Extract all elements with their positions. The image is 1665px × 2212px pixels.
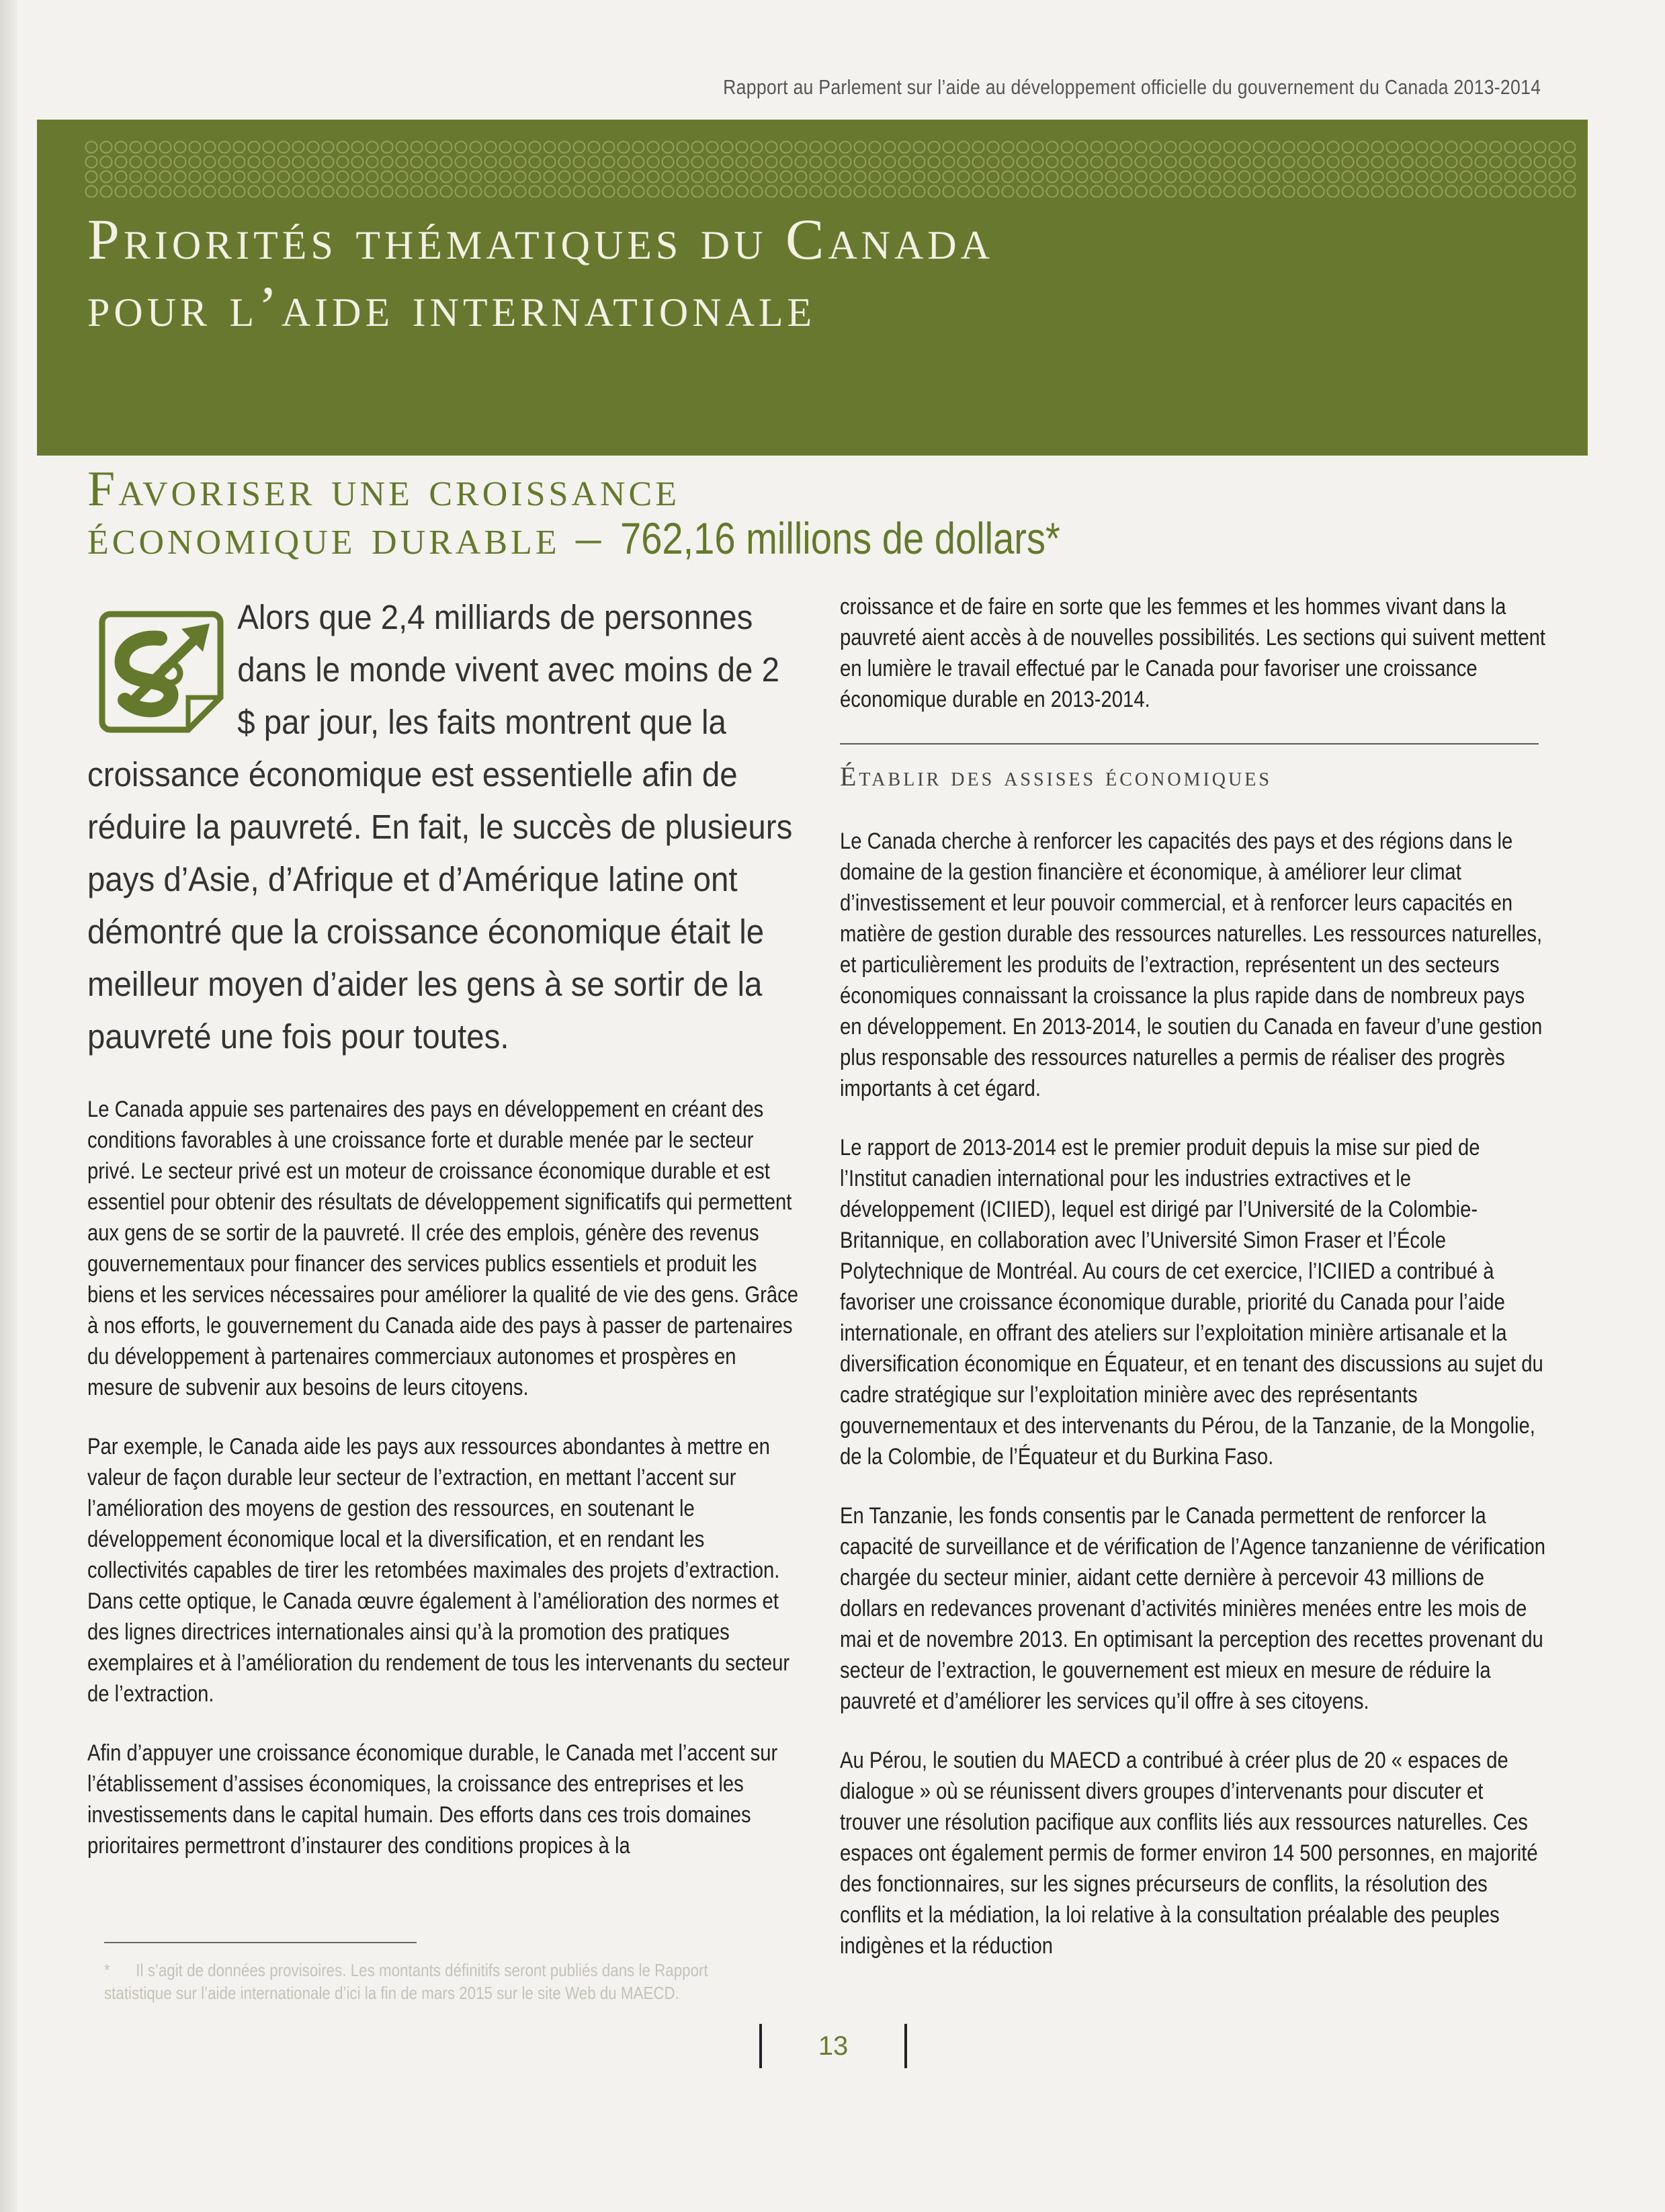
subheading-rule xyxy=(840,743,1539,745)
left-column xyxy=(87,591,800,1889)
page-number-value: 13 xyxy=(818,2031,849,2061)
body-paragraph: croissance et de faire en sorte que les femmes et les hommes vivant dans la pauvreté aient accès à de nouvelles possibilités. Les sections qui suivent mettent en lumière le travail effectué par le Canada pour favoriser une croissance économique durable en 2013-2014. xyxy=(840,594,1546,712)
footnote-marker: * xyxy=(104,1960,110,1980)
running-header: Rapport au Parlement sur l’aide au développement officielle du gouvernement du Canada 2013-2014 xyxy=(722,75,1541,99)
footnote-text: Il s’agit de données provisoires. Les montants définitifs seront publiés dans le Rapport statistique sur l’aide internationale d’ici la fin de mars 2015 sur le site Web du MAECD. xyxy=(104,1960,708,2003)
page-number-bar-right xyxy=(904,2024,907,2068)
body-paragraph: Par exemple, le Canada aide les pays aux ressources abondantes à mettre en valeur de façon durable leur secteur de l’extraction, en mettant l’accent sur l’amélioration des moyens de gestion des ressources, en soutenant le développement économique local et la diversification, et en rendant les collectivités capables de tirer les retombées maximales des projets d’extraction. Dans cette optique, le Canada œuvre également à l’amélioration des normes et des lignes directrices internationales ainsi qu’à la promotion des pratiques exemplaires et à l’amélioration du rendement de tous les intervenants du secteur de l’extraction. xyxy=(87,1434,790,1707)
section-title-line2: économique durable – xyxy=(87,510,620,565)
page-number-bar-left xyxy=(759,2024,762,2068)
section-amount: 762,16 millions de dollars* xyxy=(620,513,1060,563)
chapter-banner xyxy=(37,120,1588,456)
footnote xyxy=(104,1959,763,2004)
subheading: Établir des assises économiques xyxy=(840,761,1272,792)
body-paragraph: En Tanzanie, les fonds consentis par le Canada permettent de renforcer la capacité de surveillance et de vérification de l’Agence tanzanienne de vérification chargée du secteur minier, aidant cette dernière à percevoir 43 millions de dollars en redevances provenant d’activités minières menées entre les mois de mai et de novembre 2013. En optimisant la perception des recettes provenant du secteur de l’extraction, le gouvernement est mieux en mesure de réduire la pauvreté et d’améliorer les services qu’il offre à ses citoyens. xyxy=(840,1503,1546,1714)
body-paragraph: Le Canada appuie ses partenaires des pays en développement en créant des conditions favorables à une croissance forte et durable menée par le secteur privé. Le secteur privé est un moteur de croissance économique durable et est essentiel pour obtenir des résultats de développement significatifs qui permettent aux gens de se sortir de la pauvreté. Il crée des emplois, génère des revenus gouvernementaux pour financer des services publics essentiels et produit les biens et les services nécessaires pour améliorer la qualité de vie des gens. Grâce à nos efforts, le gouvernement du Canada aide des pays à passer de partenaires du développement à partenaires commerciaux autonomes et prospères en mesure de subvenir aux besoins de leurs citoyens. xyxy=(87,1097,799,1400)
chapter-title-line1: Priorités thématiques du Canada xyxy=(87,207,994,271)
section-title-line1: Favoriser une croissance xyxy=(87,462,680,517)
body-paragraph: Le Canada cherche à renforcer les capacités des pays et des régions dans le domaine de la gestion financière et économique, à améliorer leur climat d’investissement et leur pouvoir commercial, et à renforcer leurs capacités en matière de gestion durable des ressources naturelles. Les ressources naturelles, et particulièrement les produits de l’extraction, représentent un des secteurs économiques connaissant la croissance la plus rapide dans de nombreux pays en développement. En 2013-2014, le soutien du Canada en faveur d’une gestion plus responsable des ressources naturelles a permis de réaliser des progrès importants à cet égard. xyxy=(840,828,1543,1101)
right-column xyxy=(840,591,1545,1990)
scan-edge xyxy=(0,0,17,2212)
chapter-title xyxy=(87,206,994,340)
lead-paragraph: Alors que 2,4 milliards de personnes dans le monde vivent avec moins de 2 $ par jour, les faits montrent que la croissance économique est essentielle afin de réduire la pauvreté. En fait, le succès de plusieurs pays d’Asie, d’Afrique et d’Amérique latine ont démontré que la croissance économique était le meilleur moyen d’aider les gens à se sortir de la pauvreté une fois pour toutes. xyxy=(87,598,793,1056)
body-paragraph: Au Pérou, le soutien du MAECD a contribué à créer plus de 20 « espaces de dialogue » où se réunissent divers groupes d’intervenants pour discuter et trouver une résolution pacifique aux conflits liés aux ressources naturelles. Ces espaces ont également permis de former environ 14 500 personnes, en majorité des fonctionnaires, sur les signes précurseurs de conflits, la résolution des conflits et la médiation, la loi relative à la consultation préalable des peuples indigènes et la réduction xyxy=(840,1748,1538,1959)
body-paragraph: Afin d’appuyer une croissance économique durable, le Canada met l’accent sur l’établissement d’assises économiques, la croissance des entreprises et les investissements dans le capital humain. Des efforts dans ces trois domaines prioritaires permettront d’instaurer des conditions propices à la xyxy=(87,1740,778,1859)
footnote-rule xyxy=(104,1942,417,1943)
body-paragraph: Le rapport de 2013-2014 est le premier produit depuis la mise sur pied de l’Institut canadien international pour les industries extractives et le développement (ICIIED), lequel est dirigé par l’Université de la Colombie-Britannique, en collaboration avec l’Université Simon Fraser et l’École Polytechnique de Montréal. Au cours de cet exercice, l’ICIIED a contribué à favoriser une croissance économique durable, priorité du Canada pour l’aide internationale, en offrant des ateliers sur l’exploitation minière artisanale et la diversification économique en Équateur, et en tenant des discussions au sujet du cadre stratégique sur l’exploitation minière avec des représentants gouvernementaux et des intervenants du Pérou, de la Tanzanie, de la Mongolie, de la Colombie, de l’Équateur et du Burkina Faso. xyxy=(840,1135,1543,1470)
circle-pattern xyxy=(84,140,1576,198)
page-number xyxy=(759,2023,907,2070)
chapter-title-line2: pour l’aide internationale xyxy=(87,274,816,339)
section-title xyxy=(87,462,1138,565)
